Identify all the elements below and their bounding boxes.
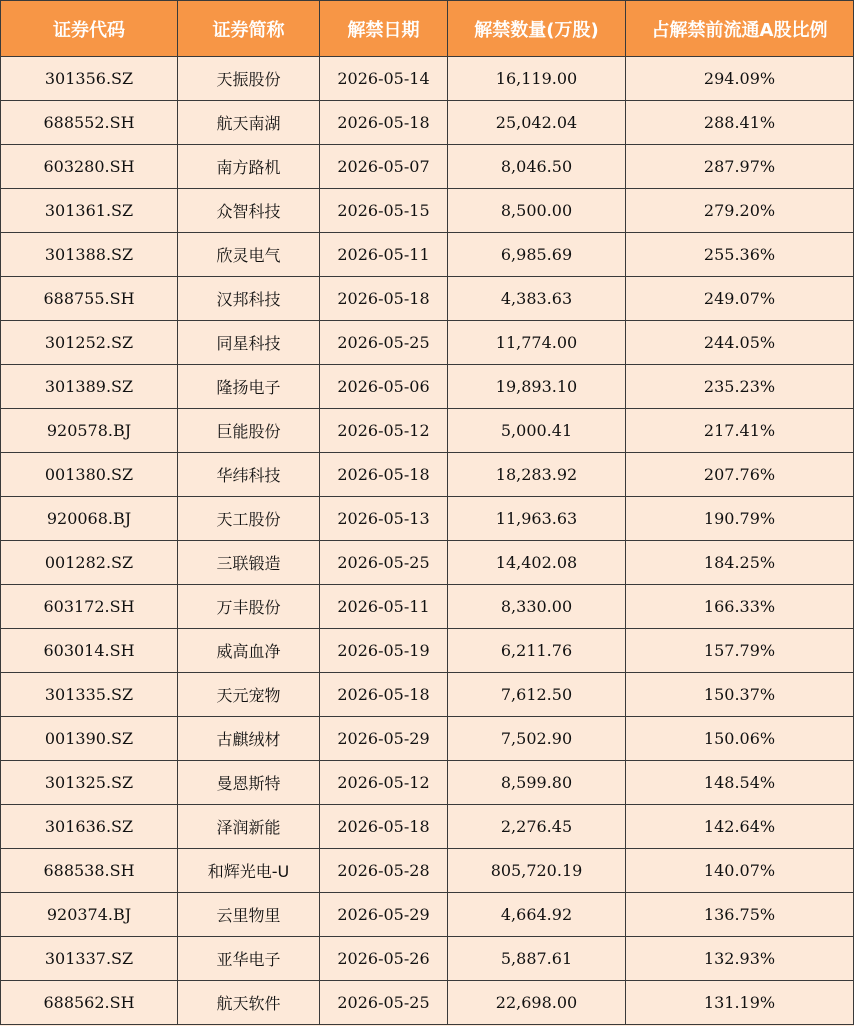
- unlock-quantity-cell: 7,612.50: [448, 673, 626, 717]
- unlock-quantity-cell: 4,383.63: [448, 277, 626, 321]
- unlock-quantity-cell: 5,887.61: [448, 937, 626, 981]
- table-row[interactable]: [1, 893, 854, 937]
- table-row[interactable]: [1, 365, 854, 409]
- security-code-cell: 301252.SZ: [1, 321, 178, 365]
- unlock-date-cell: 2026-05-26: [320, 937, 448, 981]
- security-code-cell: 688538.SH: [1, 849, 178, 893]
- unlock-ratio-cell: 288.41%: [626, 101, 854, 145]
- unlock-date-cell: 2026-05-06: [320, 365, 448, 409]
- table-row[interactable]: [1, 673, 854, 717]
- unlock-quantity-cell: 25,042.04: [448, 101, 626, 145]
- unlock-quantity-cell: 14,402.08: [448, 541, 626, 585]
- unlock-ratio-cell: 131.19%: [626, 981, 854, 1025]
- unlock-quantity-cell: 16,119.00: [448, 57, 626, 101]
- security-code-cell: 603280.SH: [1, 145, 178, 189]
- unlock-ratio-cell: 217.41%: [626, 409, 854, 453]
- unlock-ratio-cell: 249.07%: [626, 277, 854, 321]
- unlock-date-cell: 2026-05-11: [320, 585, 448, 629]
- security-code-cell: 920374.BJ: [1, 893, 178, 937]
- security-code-cell: 001282.SZ: [1, 541, 178, 585]
- unlock-date-cell: 2026-05-25: [320, 321, 448, 365]
- unlock-ratio-cell: 150.37%: [626, 673, 854, 717]
- unlock-date-cell: 2026-05-11: [320, 233, 448, 277]
- unlock-ratio-cell: 190.79%: [626, 497, 854, 541]
- security-code-cell: 603172.SH: [1, 585, 178, 629]
- header-unlock-date[interactable]: 解禁日期: [320, 1, 448, 57]
- unlock-ratio-cell: 294.09%: [626, 57, 854, 101]
- unlock-date-cell: 2026-05-19: [320, 629, 448, 673]
- unlock-ratio-cell: 150.06%: [626, 717, 854, 761]
- unlock-quantity-cell: 19,893.10: [448, 365, 626, 409]
- unlock-ratio-cell: 184.25%: [626, 541, 854, 585]
- security-name-cell: 曼恩斯特: [178, 761, 320, 805]
- security-name-cell: 巨能股份: [178, 409, 320, 453]
- unlock-quantity-cell: 7,502.90: [448, 717, 626, 761]
- security-code-cell: 688755.SH: [1, 277, 178, 321]
- security-code-cell: 688562.SH: [1, 981, 178, 1025]
- security-name-cell: 航天软件: [178, 981, 320, 1025]
- security-code-cell: 301636.SZ: [1, 805, 178, 849]
- unlock-ratio-cell: 207.76%: [626, 453, 854, 497]
- unlock-quantity-cell: 8,046.50: [448, 145, 626, 189]
- unlock-date-cell: 2026-05-13: [320, 497, 448, 541]
- security-name-cell: 云里物里: [178, 893, 320, 937]
- unlock-quantity-cell: 18,283.92: [448, 453, 626, 497]
- unlock-date-cell: 2026-05-18: [320, 453, 448, 497]
- security-code-cell: 301356.SZ: [1, 57, 178, 101]
- table-row[interactable]: [1, 453, 854, 497]
- unlock-quantity-cell: 8,330.00: [448, 585, 626, 629]
- unlock-ratio-cell: 142.64%: [626, 805, 854, 849]
- security-name-cell: 隆扬电子: [178, 365, 320, 409]
- unlock-ratio-cell: 287.97%: [626, 145, 854, 189]
- table-row[interactable]: [1, 409, 854, 453]
- unlock-date-cell: 2026-05-18: [320, 673, 448, 717]
- unlock-ratio-cell: 136.75%: [626, 893, 854, 937]
- security-code-cell: 920578.BJ: [1, 409, 178, 453]
- unlock-quantity-cell: 11,963.63: [448, 497, 626, 541]
- unlock-date-cell: 2026-05-18: [320, 277, 448, 321]
- table-row[interactable]: [1, 497, 854, 541]
- security-name-cell: 天元宠物: [178, 673, 320, 717]
- unlock-date-cell: 2026-05-18: [320, 101, 448, 145]
- security-name-cell: 泽润新能: [178, 805, 320, 849]
- security-code-cell: 301335.SZ: [1, 673, 178, 717]
- unlock-date-cell: 2026-05-29: [320, 717, 448, 761]
- security-name-cell: 三联锻造: [178, 541, 320, 585]
- security-name-cell: 航天南湖: [178, 101, 320, 145]
- table-row[interactable]: [1, 981, 854, 1025]
- security-name-cell: 万丰股份: [178, 585, 320, 629]
- table-row[interactable]: [1, 321, 854, 365]
- security-code-cell: 688552.SH: [1, 101, 178, 145]
- security-name-cell: 古麒绒材: [178, 717, 320, 761]
- unlock-date-cell: 2026-05-29: [320, 893, 448, 937]
- unlock-ratio-cell: 166.33%: [626, 585, 854, 629]
- table-row[interactable]: [1, 233, 854, 277]
- unlock-quantity-cell: 6,985.69: [448, 233, 626, 277]
- header-row: [1, 1, 854, 57]
- unlock-ratio-cell: 244.05%: [626, 321, 854, 365]
- security-name-cell: 汉邦科技: [178, 277, 320, 321]
- unlock-date-cell: 2026-05-12: [320, 409, 448, 453]
- unlock-date-cell: 2026-05-28: [320, 849, 448, 893]
- table-row[interactable]: [1, 101, 854, 145]
- unlock-date-cell: 2026-05-14: [320, 57, 448, 101]
- unlock-ratio-cell: 140.07%: [626, 849, 854, 893]
- security-code-cell: 001380.SZ: [1, 453, 178, 497]
- header-security-name[interactable]: 证券简称: [178, 1, 320, 57]
- header-unlock-quantity[interactable]: 解禁数量(万股): [448, 1, 626, 57]
- unlock-ratio-cell: 235.23%: [626, 365, 854, 409]
- unlock-date-cell: 2026-05-18: [320, 805, 448, 849]
- table-body: [1, 57, 854, 1025]
- security-name-cell: 欣灵电气: [178, 233, 320, 277]
- table-row[interactable]: [1, 189, 854, 233]
- unlock-quantity-cell: 6,211.76: [448, 629, 626, 673]
- security-name-cell: 华纬科技: [178, 453, 320, 497]
- unlock-quantity-cell: 8,500.00: [448, 189, 626, 233]
- unlock-quantity-cell: 5,000.41: [448, 409, 626, 453]
- unlock-date-cell: 2026-05-07: [320, 145, 448, 189]
- security-name-cell: 众智科技: [178, 189, 320, 233]
- table-row[interactable]: [1, 145, 854, 189]
- unlock-date-cell: 2026-05-25: [320, 541, 448, 585]
- table-row[interactable]: [1, 277, 854, 321]
- security-code-cell: 301337.SZ: [1, 937, 178, 981]
- security-code-cell: 301325.SZ: [1, 761, 178, 805]
- header-unlock-ratio[interactable]: 占解禁前流通A股比例: [626, 1, 854, 57]
- security-code-cell: 920068.BJ: [1, 497, 178, 541]
- unlock-ratio-cell: 148.54%: [626, 761, 854, 805]
- unlock-ratio-cell: 132.93%: [626, 937, 854, 981]
- unlock-quantity-cell: 4,664.92: [448, 893, 626, 937]
- security-name-cell: 和辉光电-U: [178, 849, 320, 893]
- table-row[interactable]: [1, 717, 854, 761]
- unlock-quantity-cell: 11,774.00: [448, 321, 626, 365]
- security-code-cell: 301388.SZ: [1, 233, 178, 277]
- unlock-ratio-cell: 279.20%: [626, 189, 854, 233]
- unlock-quantity-cell: 2,276.45: [448, 805, 626, 849]
- table-row[interactable]: [1, 937, 854, 981]
- unlock-quantity-cell: 8,599.80: [448, 761, 626, 805]
- security-code-cell: 001390.SZ: [1, 717, 178, 761]
- security-name-cell: 威高血净: [178, 629, 320, 673]
- security-code-cell: 301389.SZ: [1, 365, 178, 409]
- table-row[interactable]: [1, 805, 854, 849]
- header-security-code[interactable]: 证券代码: [1, 1, 178, 57]
- security-name-cell: 天振股份: [178, 57, 320, 101]
- table-row[interactable]: [1, 849, 854, 893]
- unlock-date-cell: 2026-05-12: [320, 761, 448, 805]
- table-row[interactable]: [1, 585, 854, 629]
- unlock-date-cell: 2026-05-15: [320, 189, 448, 233]
- security-code-cell: 603014.SH: [1, 629, 178, 673]
- table-row[interactable]: [1, 629, 854, 673]
- table-row[interactable]: [1, 57, 854, 101]
- security-name-cell: 同星科技: [178, 321, 320, 365]
- unlock-ratio-cell: 255.36%: [626, 233, 854, 277]
- security-name-cell: 南方路机: [178, 145, 320, 189]
- table-row[interactable]: [1, 541, 854, 585]
- unlock-ratio-cell: 157.79%: [626, 629, 854, 673]
- unlock-quantity-cell: 805,720.19: [448, 849, 626, 893]
- security-name-cell: 亚华电子: [178, 937, 320, 981]
- unlock-quantity-cell: 22,698.00: [448, 981, 626, 1025]
- security-name-cell: 天工股份: [178, 497, 320, 541]
- table-row[interactable]: [1, 761, 854, 805]
- security-code-cell: 301361.SZ: [1, 189, 178, 233]
- unlock-date-cell: 2026-05-25: [320, 981, 448, 1025]
